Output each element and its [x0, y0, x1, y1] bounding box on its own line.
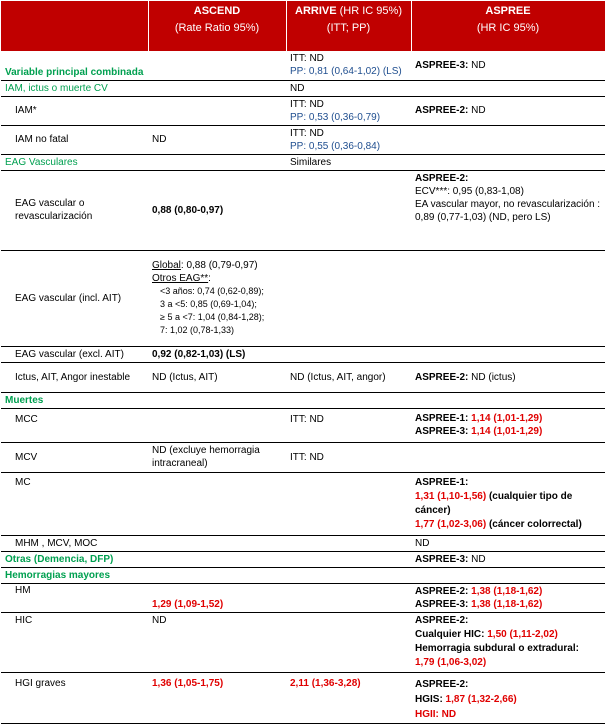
cell-arrive: ITT: ND	[286, 442, 411, 472]
table-row	[1, 346, 605, 362]
table-row	[1, 551, 605, 567]
arrive-itt: ITT: ND	[290, 127, 324, 139]
cell-aspree	[411, 170, 605, 250]
aspree1-prefix: ASPREE-1:	[415, 413, 469, 424]
cell-ascend	[148, 250, 286, 346]
header-empty	[1, 1, 148, 51]
cell-aspree	[411, 672, 605, 723]
cell-arrive	[286, 170, 411, 250]
aspree-title: ASPREE-2:	[415, 678, 469, 690]
age-line-2: 3 a <5: 0,85 (0,69-1,04);	[160, 299, 257, 309]
hic-subdural-value: 1,79 (1,06-3,02)	[415, 656, 487, 668]
arrive-itt: ITT: ND	[290, 98, 324, 110]
row-label: Otras (Demencia, DFP)	[1, 551, 148, 567]
aspree-prefix: ASPREE-2:	[415, 371, 469, 383]
trial-comparison-table	[1, 1, 606, 724]
otros-label: Otros EAG**	[152, 273, 209, 284]
row-label: EAG vascular (incl. AIT)	[1, 250, 148, 346]
cell-arrive: Similares	[286, 154, 411, 170]
aspree-val: ND (ictus)	[468, 371, 516, 383]
hic-any-label: Cualquier HIC:	[415, 628, 485, 640]
table-row	[1, 672, 605, 723]
hgii-value: HGII: ND	[415, 708, 457, 720]
header-arrive-sub: (ITT; PP)	[326, 22, 371, 34]
cell-arrive	[286, 250, 411, 346]
cell-arrive	[286, 551, 411, 567]
aspree-prefix: ASPREE-3:	[415, 59, 469, 71]
header-arrive-title: ARRIVE	[295, 5, 337, 17]
table-header	[1, 1, 605, 51]
cell-aspree	[411, 392, 605, 408]
cell-ascend	[148, 392, 286, 408]
mc-note-colorectal: (cáncer colorrectal)	[486, 518, 582, 530]
table-row	[1, 472, 605, 535]
cell-arrive	[286, 392, 411, 408]
mc-value-colorectal: 1,77 (1,02-3,06)	[415, 518, 487, 530]
aspree3-val: 1,14 (1,01-1,29)	[468, 426, 543, 437]
cell-ascend	[148, 551, 286, 567]
row-label: EAG Vasculares	[1, 154, 148, 170]
table-row	[1, 392, 605, 408]
cell-arrive	[286, 612, 411, 672]
hgis-label: HGIS:	[415, 693, 443, 705]
cell-aspree: ND	[411, 535, 605, 551]
cell-ascend: ND	[148, 125, 286, 154]
aspree-title: ASPREE-1:	[415, 476, 469, 488]
cell-arrive: ND (Ictus, AIT, angor)	[286, 362, 411, 392]
row-label: IAM no fatal	[1, 125, 148, 154]
aspree2-val: 1,38 (1,18-1,62)	[468, 585, 543, 597]
table-row	[1, 362, 605, 392]
header-ascend-title: ASCEND	[193, 5, 241, 17]
age-line-3: ≥ 5 a <7: 1,04 (0,84-1,28);	[160, 312, 265, 322]
cell-aspree	[411, 442, 605, 472]
cell-aspree	[411, 551, 605, 567]
row-label: MC	[1, 472, 148, 535]
table-row	[1, 154, 605, 170]
mc-note-any: (cualquier tipo de cáncer)	[415, 490, 573, 516]
cell-aspree	[411, 154, 605, 170]
table-row	[1, 250, 605, 346]
cell-ascend	[148, 472, 286, 535]
mc-value-any: 1,31 (1,10-1,56)	[415, 490, 487, 502]
global-value: : 0,88 (0,79-0,97)	[180, 260, 258, 271]
aspree1-val: 1,14 (1,01-1,29)	[468, 413, 543, 424]
arrive-itt: ITT: ND	[290, 53, 324, 65]
cell-aspree	[411, 612, 605, 672]
cell-aspree	[411, 583, 605, 612]
row-label: MHM , MCV, MOC	[1, 535, 148, 551]
cell-arrive	[286, 51, 411, 80]
cell-aspree	[411, 362, 605, 392]
cell-arrive	[286, 535, 411, 551]
cell-aspree	[411, 96, 605, 125]
cell-aspree	[411, 51, 605, 80]
age-line-4: 7: 1,02 (0,78-1,33)	[160, 325, 235, 335]
row-label: EAG vascular (excl. AIT)	[1, 346, 148, 362]
global-label: Global	[152, 260, 181, 271]
table-row	[1, 125, 605, 154]
aspree-val: ND	[468, 59, 486, 71]
aspree-val: ND	[468, 105, 486, 116]
age-line-1: <3 años: 0,74 (0,62-0,89);	[160, 286, 264, 296]
cell-ascend	[148, 80, 286, 96]
row-label: Hemorragias mayores	[1, 567, 148, 583]
arrive-pp: PP: 0,55 (0,36-0,84)	[290, 140, 381, 152]
header-arrive	[286, 1, 411, 51]
aspree2-prefix: ASPREE-2:	[415, 585, 469, 597]
cell-arrive	[286, 472, 411, 535]
cell-aspree	[411, 250, 605, 346]
aspree-prefix: ASPREE-3:	[415, 553, 469, 565]
table-row	[1, 80, 605, 96]
table-row	[1, 51, 605, 80]
row-label: MCC	[1, 408, 148, 442]
otros-colon: :	[208, 273, 211, 284]
hgis-value: 1,87 (1,32-2,66)	[442, 693, 517, 705]
cell-arrive	[286, 96, 411, 125]
cell-ascend: ND (excluye hemorragia intracraneal)	[148, 442, 286, 472]
row-label: IAM, ictus o muerte CV	[1, 80, 148, 96]
cell-ascend: 0,88 (0,80-0,97)	[148, 170, 286, 250]
arrive-pp: PP: 0,81 (0,64-1,02) (LS)	[290, 66, 402, 78]
hic-any-value: 1,50 (1,11-2,02)	[484, 628, 558, 640]
aspree-val: ND	[468, 553, 486, 565]
row-label: HGI graves	[1, 672, 148, 723]
row-label: HM	[1, 583, 148, 612]
cell-aspree	[411, 567, 605, 583]
cell-ascend	[148, 567, 286, 583]
header-ascend-sub: (Rate Ratio 95%)	[174, 22, 260, 34]
header-aspree-sub: (HR IC 95%)	[476, 22, 540, 34]
header-aspree-title: ASPREE	[485, 5, 531, 17]
table-row	[1, 612, 605, 672]
cell-ascend	[148, 535, 286, 551]
cell-arrive	[286, 583, 411, 612]
row-label: Muertes	[1, 392, 148, 408]
cell-ascend: 1,36 (1,05-1,75)	[148, 672, 286, 723]
table-row	[1, 96, 605, 125]
table-row	[1, 408, 605, 442]
cell-aspree	[411, 472, 605, 535]
row-label: EAG vascular o revascularización	[1, 170, 148, 250]
cell-arrive: ITT: ND	[286, 408, 411, 442]
cell-arrive	[286, 346, 411, 362]
aspree-prefix: ASPREE-2:	[415, 105, 469, 116]
aspree3-prefix: ASPREE-3:	[415, 598, 469, 610]
aspree-title: ASPREE-2:	[415, 172, 469, 184]
table-row	[1, 442, 605, 472]
table-row	[1, 170, 605, 250]
cell-ascend: ND (Ictus, AIT)	[148, 362, 286, 392]
aspree-title: ASPREE-2:	[415, 614, 469, 626]
cell-aspree	[411, 125, 605, 154]
hic-subdural-label: Hemorragia subdural o extradural:	[415, 642, 579, 654]
aspree3-val: 1,38 (1,18-1,62)	[468, 598, 543, 610]
table-row	[1, 567, 605, 583]
cell-ascend	[148, 154, 286, 170]
cell-arrive	[286, 125, 411, 154]
header-arrive-title-rest: (HR IC 95%)	[336, 5, 402, 17]
cell-ascend	[148, 96, 286, 125]
header-aspree	[411, 1, 605, 51]
arrive-pp: PP: 0,53 (0,36-0,79)	[290, 111, 381, 123]
cell-arrive	[286, 567, 411, 583]
cell-ascend: ND	[148, 612, 286, 672]
cell-ascend	[148, 408, 286, 442]
cell-ascend	[148, 51, 286, 80]
table-row	[1, 583, 605, 612]
cell-aspree	[411, 346, 605, 362]
row-label: MCV	[1, 442, 148, 472]
header-ascend	[148, 1, 286, 51]
cell-arrive: 2,11 (1,36-3,28)	[286, 672, 411, 723]
row-label: IAM*	[1, 96, 148, 125]
row-label: Ictus, AIT, Angor inestable	[1, 362, 148, 392]
cell-ascend: 0,92 (0,82-1,03) (LS)	[148, 346, 286, 362]
aspree-line-ecv: ECV***: 0,95 (0,83-1,08)	[415, 185, 524, 197]
cell-ascend: 1,29 (1,09-1,52)	[148, 583, 286, 612]
row-label: Variable principal combinada	[1, 51, 148, 80]
cell-arrive: ND	[286, 80, 411, 96]
row-label: HIC	[1, 612, 148, 672]
aspree3-prefix: ASPREE-3:	[415, 426, 469, 437]
cell-aspree	[411, 80, 605, 96]
aspree-line-ea-vascular: EA vascular mayor, no revascularización : 0,89 (0,77-1,03) (ND, pero LS)	[415, 198, 601, 223]
table-row	[1, 535, 605, 551]
cell-aspree	[411, 408, 605, 442]
